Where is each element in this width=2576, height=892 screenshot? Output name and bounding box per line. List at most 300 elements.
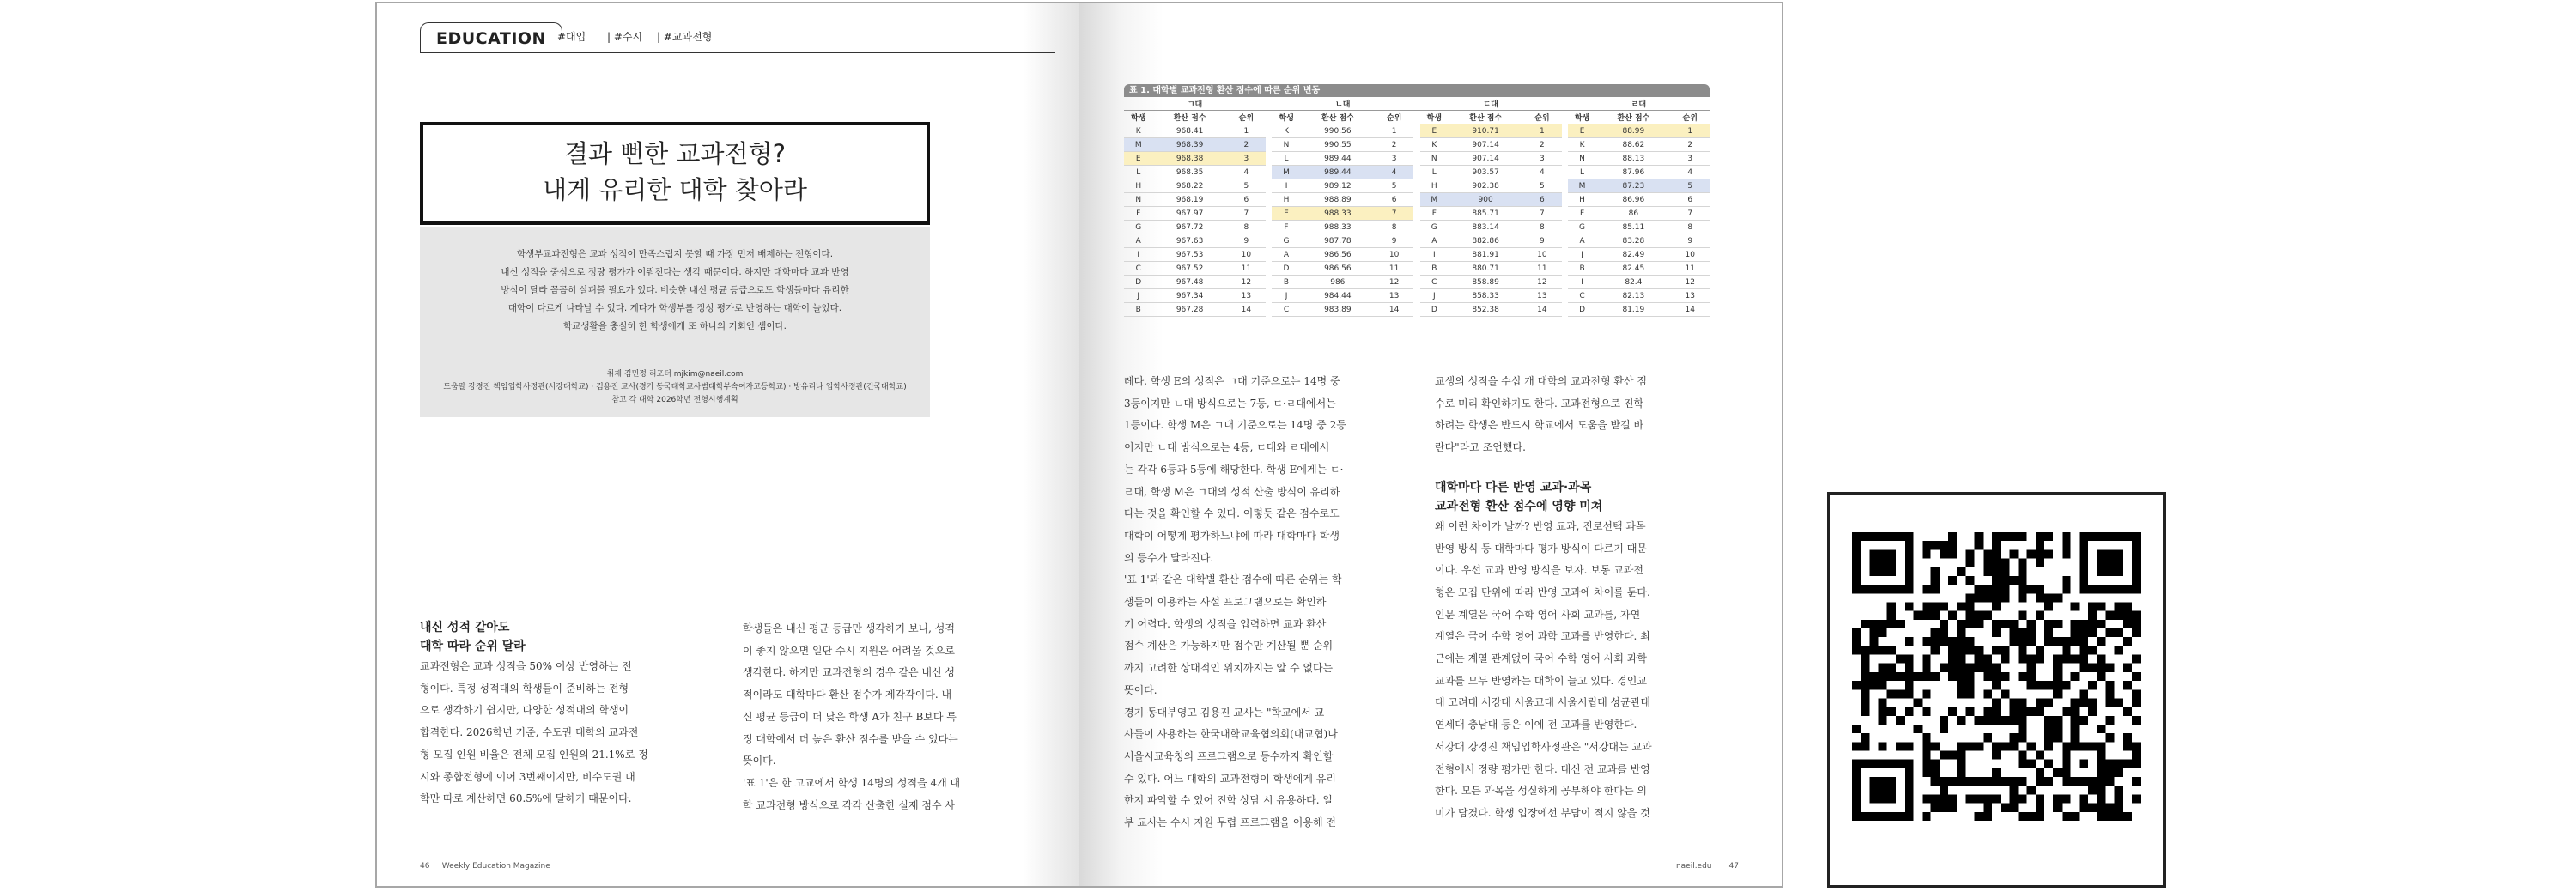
qr-module: [2001, 559, 2009, 567]
subhead-line: 교과전형 환산 점수에 영향 미쳐: [1435, 499, 1603, 513]
qr-module: [1957, 777, 1965, 786]
student-cell: M: [1124, 138, 1153, 152]
qr-module: [2114, 698, 2123, 707]
qr-module: [1869, 628, 1878, 637]
student-cell: J: [1124, 289, 1153, 303]
qr-module: [2123, 611, 2132, 620]
column-header: 순위: [1522, 111, 1561, 124]
qr-module: [2018, 655, 2026, 664]
page-folio: [1676, 862, 1739, 871]
table-row: [1124, 262, 1710, 276]
tag-univ-admission[interactable]: #대입: [557, 31, 586, 43]
qr-module: [2132, 716, 2141, 725]
score-cell: 902.38: [1449, 179, 1522, 193]
qr-module: [1852, 768, 1861, 777]
qr-module: [1984, 655, 1992, 664]
text-line: 형이다. 특정 성적대의 학생들이 준비하는 전형: [420, 682, 629, 695]
qr-module: [2053, 620, 2062, 628]
qr-module: [2062, 655, 2070, 664]
text-line: 서울시교육청의 프로그램으로 등수까지 확인할: [1124, 749, 1334, 762]
column-gap: [1562, 289, 1568, 303]
qr-module: [2088, 585, 2097, 593]
qr-module: [1940, 628, 1948, 637]
qr-module: [2036, 681, 2044, 689]
body-text: [1435, 371, 1718, 459]
qr-module: [2080, 549, 2088, 558]
qr-module: [2009, 698, 2018, 707]
column-gap: [1562, 248, 1568, 262]
qr-module: [1869, 532, 1878, 541]
qr-module: [2027, 655, 2036, 664]
qr-module: [1922, 768, 1930, 777]
student-cell: C: [1420, 276, 1449, 289]
table-row: [1124, 207, 1710, 221]
qr-module: [2105, 760, 2114, 768]
qr-module: [2027, 707, 2036, 716]
score-cell: 900: [1449, 193, 1522, 207]
qr-module: [1948, 549, 1957, 558]
qr-module: [1965, 681, 1974, 689]
qr-module: [2044, 716, 2053, 725]
qr-module: [2071, 602, 2080, 610]
rank-cell: 2: [1227, 138, 1266, 152]
qr-module: [2105, 567, 2114, 576]
title-line: 내게 유리한 대학 찾아라: [543, 175, 807, 204]
text-line: 란다"라고 조언했다.: [1435, 441, 1526, 454]
score-cell: 967.48: [1153, 276, 1227, 289]
qr-module: [2001, 646, 2009, 654]
qr-module: [1948, 707, 1957, 716]
qr-module: [2001, 620, 2009, 628]
qr-module: [1861, 532, 1869, 541]
qr-module: [1869, 777, 1878, 786]
qr-module: [1905, 777, 1913, 786]
qr-code-card[interactable]: [1827, 492, 2166, 888]
qr-module: [1852, 628, 1861, 637]
table-title: 표 1. 대학별 교과전형 환산 점수에 따른 순위 변동: [1124, 84, 1710, 97]
qr-module: [2132, 689, 2141, 698]
student-cell: A: [1420, 234, 1449, 248]
qr-module: [1965, 559, 1974, 567]
qr-module: [1887, 620, 1896, 628]
student-cell: G: [1568, 221, 1597, 234]
qr-module: [2018, 593, 2026, 602]
qr-module: [2105, 664, 2114, 672]
qr-module: [1861, 698, 1869, 707]
qr-module: [2123, 602, 2132, 610]
column-gap: [1266, 179, 1272, 193]
table-row: [1124, 166, 1710, 179]
qr-module: [2001, 672, 2009, 681]
rank-cell: 3: [1522, 152, 1561, 166]
student-cell: H: [1272, 193, 1301, 207]
qr-module: [2027, 672, 2036, 681]
qr-module: [2105, 689, 2114, 698]
rank-cell: 11: [1522, 262, 1561, 276]
left-column-1: [420, 618, 691, 810]
qr-module: [2053, 725, 2062, 733]
qr-module: [1957, 567, 1965, 576]
qr-module: [2018, 532, 2026, 541]
student-cell: H: [1124, 179, 1153, 193]
qr-module: [1861, 672, 1869, 681]
column-gap: [1562, 138, 1568, 152]
qr-module: [1922, 689, 1930, 698]
qr-module: [1852, 567, 1861, 576]
text-line: 연세대 충남대 등은 이에 전 교과를 반영한다.: [1435, 719, 1637, 731]
qr-module: [1992, 593, 2001, 602]
qr-module: [1905, 637, 1913, 646]
qr-module: [2044, 620, 2053, 628]
qr-module: [2071, 733, 2080, 742]
qr-module: [1887, 646, 1896, 654]
column-gap: [1562, 193, 1568, 207]
text-line: 이지만 ㄴ대 방식으로는 4등, ㄷ대와 ㄹ대에서: [1124, 441, 1330, 454]
qr-module: [2018, 812, 2026, 821]
qr-module: [2071, 628, 2080, 637]
qr-module: [2009, 637, 2018, 646]
column-gap: [1266, 289, 1272, 303]
qr-module: [1861, 689, 1869, 698]
column-gap: [1413, 111, 1419, 124]
rank-cell: 14: [1227, 303, 1266, 317]
qr-module: [2097, 751, 2105, 760]
column-gap: [1562, 234, 1568, 248]
qr-module: [1948, 804, 1957, 812]
qr-module: [1879, 716, 1887, 725]
qr-module: [2036, 804, 2044, 812]
student-cell: K: [1420, 138, 1449, 152]
qr-module: [1879, 664, 1887, 672]
column-gap: [1413, 248, 1419, 262]
qr-module: [2044, 698, 2053, 707]
qr-module: [1905, 768, 1913, 777]
qr-module: [1913, 725, 1922, 733]
qr-module: [2105, 628, 2114, 637]
qr-module: [2001, 716, 2009, 725]
qr-module: [2097, 585, 2105, 593]
qr-module: [2088, 777, 2097, 786]
column-gap: [1562, 111, 1568, 124]
qr-module: [1887, 664, 1896, 672]
student-cell: F: [1272, 221, 1301, 234]
qr-module: [2009, 742, 2018, 750]
qr-module: [2009, 532, 2018, 541]
student-cell: K: [1124, 124, 1153, 138]
qr-module: [1984, 549, 1992, 558]
text-line: 부 교사는 수시 지원 무렵 프로그램을 이용해 전: [1124, 816, 1336, 829]
rank-cell: 10: [1227, 248, 1266, 262]
student-cell: E: [1568, 124, 1597, 138]
qr-module: [1896, 620, 1905, 628]
qr-module: [2044, 593, 2053, 602]
rank-cell: 9: [1227, 234, 1266, 248]
qr-module: [2088, 646, 2097, 654]
score-cell: 987.78: [1301, 234, 1375, 248]
tag-subject-track[interactable]: | #교과전형: [657, 31, 713, 43]
qr-module: [2105, 532, 2114, 541]
score-cell: 82.49: [1596, 248, 1670, 262]
column-gap: [1266, 262, 1272, 276]
qr-module: [1852, 541, 1861, 549]
student-cell: A: [1124, 234, 1153, 248]
qr-module: [2044, 602, 2053, 610]
qr-module: [1913, 611, 1922, 620]
qr-module: [2088, 620, 2097, 628]
qr-module: [2088, 804, 2097, 812]
qr-module: [2027, 681, 2036, 689]
section-subhead: [1435, 478, 1718, 516]
qr-module: [2036, 768, 2044, 777]
score-cell: 880.71: [1449, 262, 1522, 276]
qr-module: [1992, 681, 2001, 689]
qr-module: [2080, 716, 2088, 725]
column-gap: [1266, 207, 1272, 221]
rank-cell: 14: [1375, 303, 1413, 317]
qr-module: [2036, 707, 2044, 716]
qr-module: [1992, 672, 2001, 681]
score-cell: 968.39: [1153, 138, 1227, 152]
qr-module: [2132, 742, 2141, 750]
tag-early-admission[interactable]: | #수시: [607, 31, 643, 43]
rank-cell: 5: [1670, 179, 1710, 193]
qr-module: [2123, 733, 2132, 742]
qr-module: [2132, 794, 2141, 803]
qr-module: [1869, 646, 1878, 654]
qr-module: [2071, 672, 2080, 681]
qr-module: [2018, 698, 2026, 707]
qr-module: [1992, 777, 2001, 786]
rank-cell: 8: [1375, 221, 1413, 234]
qr-module: [1992, 576, 2001, 585]
qr-module: [2053, 637, 2062, 646]
qr-module: [1931, 768, 1940, 777]
student-cell: I: [1568, 276, 1597, 289]
qr-module: [1948, 611, 1957, 620]
rank-cell: 6: [1522, 193, 1561, 207]
qr-module: [1852, 681, 1861, 689]
rank-cell: 5: [1375, 179, 1413, 193]
rank-cell: 9: [1375, 234, 1413, 248]
qr-module: [1931, 567, 1940, 576]
qr-module: [2132, 541, 2141, 549]
left-page: [377, 3, 1079, 886]
qr-module: [2027, 664, 2036, 672]
qr-module: [1905, 567, 1913, 576]
qr-module: [2062, 760, 2070, 768]
qr-module: [1922, 541, 1930, 549]
student-cell: I: [1124, 248, 1153, 262]
qr-module: [1879, 620, 1887, 628]
qr-module: [1887, 760, 1896, 768]
score-cell: 986.56: [1301, 262, 1375, 276]
qr-module: [2114, 559, 2123, 567]
text-line: 대학이 어떻게 평가하느냐에 따라 대학마다 학생: [1124, 529, 1340, 542]
score-cell: 968.22: [1153, 179, 1227, 193]
qr-module: [1869, 637, 1878, 646]
column-header: 순위: [1375, 111, 1413, 124]
qr-module: [1852, 760, 1861, 768]
qr-module: [2088, 742, 2097, 750]
university-header: ㄴ대: [1272, 97, 1413, 111]
column-header: 환산 점수: [1301, 111, 1375, 124]
table-row: [1124, 248, 1710, 262]
rank-cell: 4: [1670, 166, 1710, 179]
qr-module: [1992, 585, 2001, 593]
column-gap: [1266, 221, 1272, 234]
qr-module: [2036, 532, 2044, 541]
rank-cell: 12: [1375, 276, 1413, 289]
score-cell: 882.86: [1449, 234, 1522, 248]
rank-cell: 5: [1522, 179, 1561, 193]
qr-module: [1852, 794, 1861, 803]
qr-module: [2080, 760, 2088, 768]
rank-cell: 6: [1670, 193, 1710, 207]
qr-module: [1896, 760, 1905, 768]
qr-module: [2071, 725, 2080, 733]
student-cell: C: [1272, 303, 1301, 317]
qr-module: [2009, 549, 2018, 558]
qr-module: [1869, 559, 1878, 567]
column-gap: [1413, 289, 1419, 303]
qr-module: [1905, 576, 1913, 585]
text-line: 생들이 이용하는 사설 프로그램으로는 확인하: [1124, 596, 1327, 609]
qr-module: [2097, 794, 2105, 803]
qr-module: [1905, 549, 1913, 558]
qr-module: [1852, 646, 1861, 654]
text-line: 학생들은 내신 평균 등급만 생각하기 보니, 성적: [743, 622, 955, 634]
section-subhead: [420, 618, 691, 656]
qr-module: [2009, 794, 2018, 803]
qr-module: [1931, 794, 1940, 803]
qr-module: [2132, 576, 2141, 585]
qr-module: [1948, 541, 1957, 549]
qr-module: [1931, 541, 1940, 549]
magazine-name: Weekly Education Magazine: [441, 862, 550, 871]
qr-module: [2018, 585, 2026, 593]
qr-module: [1992, 742, 2001, 750]
qr-module: [2044, 725, 2053, 733]
qr-module: [2080, 541, 2088, 549]
rank-cell: 13: [1227, 289, 1266, 303]
qr-module: [2018, 628, 2026, 637]
title-line: 결과 뻔한 교과전형?: [564, 139, 786, 168]
qr-module: [2080, 777, 2088, 786]
text-line: 수 있다. 어느 대학의 교과전형이 학생에게 유리: [1124, 772, 1336, 785]
qr-module: [1905, 689, 1913, 698]
qr-module: [1948, 576, 1957, 585]
qr-module: [1984, 716, 1992, 725]
qr-module: [1984, 611, 1992, 620]
qr-module: [2105, 681, 2114, 689]
qr-module: [1957, 655, 1965, 664]
qr-module: [1922, 672, 1930, 681]
qr-module: [1992, 698, 2001, 707]
qr-module: [1861, 620, 1869, 628]
qr-module: [1992, 532, 2001, 541]
rank-cell: 6: [1375, 193, 1413, 207]
column-gap: [1562, 97, 1568, 111]
score-cell: 86: [1596, 207, 1670, 221]
rank-cell: 1: [1670, 124, 1710, 138]
qr-module: [2053, 733, 2062, 742]
score-cell: 852.38: [1449, 303, 1522, 317]
rank-cell: 14: [1522, 303, 1561, 317]
qr-module: [1861, 733, 1869, 742]
qr-module: [2018, 646, 2026, 654]
student-cell: E: [1124, 152, 1153, 166]
qr-module: [2062, 742, 2070, 750]
qr-module: [1931, 646, 1940, 654]
score-cell: 967.34: [1153, 289, 1227, 303]
student-cell: E: [1272, 207, 1301, 221]
column-gap: [1562, 276, 1568, 289]
qr-module: [1852, 812, 1861, 821]
qr-module: [2132, 567, 2141, 576]
text-line: 인문 계열은 국어 수학 영어 사회 교과를, 자연: [1435, 608, 1641, 621]
page-number: 46: [420, 862, 430, 871]
student-cell: C: [1568, 289, 1597, 303]
qr-module: [1984, 585, 1992, 593]
qr-module: [2123, 532, 2132, 541]
student-cell: F: [1124, 207, 1153, 221]
qr-module: [2132, 559, 2141, 567]
qr-module: [1940, 794, 1948, 803]
text-line: 사들이 사용하는 한국대학교육협의회(대교협)나: [1124, 728, 1338, 741]
qr-module: [2001, 532, 2009, 541]
qr-module: [2044, 637, 2053, 646]
university-header: ㄷ대: [1420, 97, 1562, 111]
column-gap: [1413, 207, 1419, 221]
student-cell: D: [1272, 262, 1301, 276]
qr-module: [2036, 794, 2044, 803]
qr-module: [2080, 532, 2088, 541]
qr-module: [1852, 804, 1861, 812]
qr-module: [1975, 716, 1984, 725]
qr-module: [1957, 602, 1965, 610]
qr-module: [2018, 707, 2026, 716]
qr-module: [1922, 812, 1930, 821]
qr-module: [1869, 786, 1878, 794]
qr-module: [2114, 532, 2123, 541]
qr-module: [1931, 637, 1940, 646]
column-gap: [1413, 193, 1419, 207]
column-gap: [1266, 193, 1272, 207]
qr-module: [1887, 689, 1896, 698]
qr-code[interactable]: [1852, 532, 2141, 821]
student-cell: N: [1272, 138, 1301, 152]
qr-module: [1940, 637, 1948, 646]
qr-module: [2027, 628, 2036, 637]
lead-line: 대학이 다르게 나타날 수 있다. 게다가 학생부를 정성 평가로 반영하는 대학이 늘었다.: [507, 303, 842, 313]
qr-module: [1948, 794, 1957, 803]
column-gap: [1266, 166, 1272, 179]
text-line: 3등이지만 ㄴ대 방식으로는 7등, ㄷ·ㄹ대에서는: [1124, 397, 1336, 410]
text-line: 이다. 우선 교과 반영 방식을 보자. 보통 교과전: [1435, 564, 1643, 577]
right-column-2: [1435, 371, 1718, 825]
student-cell: M: [1568, 179, 1597, 193]
qr-module: [1984, 593, 1992, 602]
student-cell: N: [1124, 193, 1153, 207]
column-header: 학생: [1420, 111, 1449, 124]
text-line: 근에는 계열 관계없이 국어 수학 영어 사회 과학: [1435, 652, 1647, 665]
qr-module: [1984, 812, 1992, 821]
qr-module: [1940, 804, 1948, 812]
qr-module: [2009, 733, 2018, 742]
qr-module: [2036, 541, 2044, 549]
qr-module: [2036, 549, 2044, 558]
left-column-2: [743, 618, 1026, 816]
